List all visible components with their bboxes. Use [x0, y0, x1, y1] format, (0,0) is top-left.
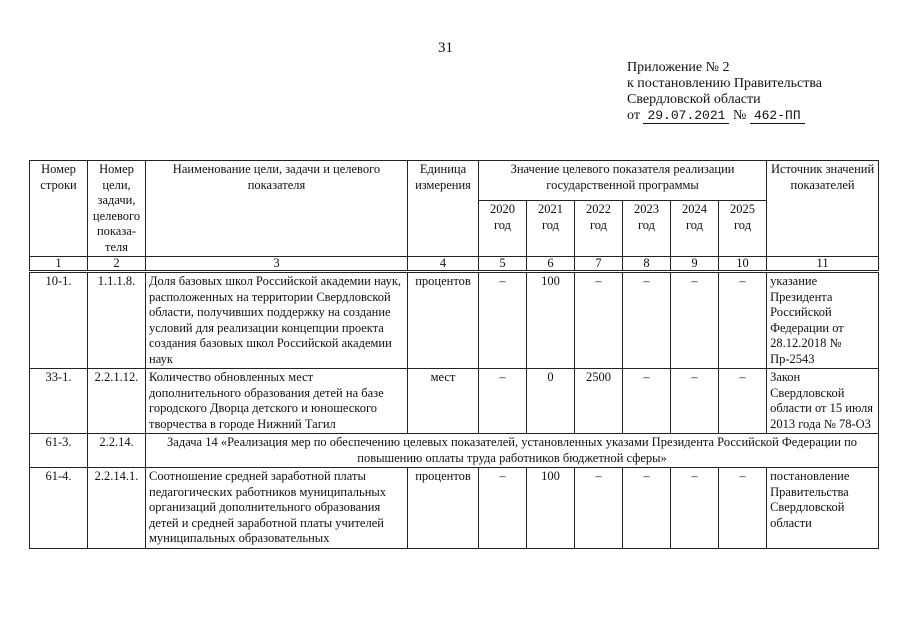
value-2024: –: [671, 468, 719, 549]
value-2024: –: [671, 272, 719, 369]
appendix-date-line: [627, 108, 822, 124]
value-2021: 100: [527, 272, 575, 369]
column-number: 10: [719, 257, 767, 272]
source: указание Президента Российской Федерации от 28.12.2018 № Пр-2543: [767, 272, 879, 369]
value-2021: 100: [527, 468, 575, 549]
value-2020: –: [479, 369, 527, 434]
value-2022: –: [575, 272, 623, 369]
goal-number: 2.2.1.12.: [88, 369, 146, 434]
value-2025: –: [719, 272, 767, 369]
indicators-table: [29, 160, 879, 549]
indicator-name: Соотношение средней заработной платы педагогических работников муниципальных организаций дополнительного образования детей и средней заработной платы учителей муниципальных образовательных: [146, 468, 408, 549]
header-year: 2025 год: [719, 201, 767, 257]
header-row-number: Номер строки: [30, 161, 88, 257]
header-name: Наименование цели, задачи и целевого показателя: [146, 161, 408, 257]
number-prefix: №: [732, 108, 747, 123]
row-number: 61-3.: [30, 434, 88, 468]
appendix-title: Приложение № 2: [627, 60, 730, 75]
appendix-region: Свердловской области: [627, 92, 761, 107]
unit: мест: [408, 369, 479, 434]
unit: процентов: [408, 468, 479, 549]
column-number: 2: [88, 257, 146, 272]
value-2020: –: [479, 468, 527, 549]
decree-number: 462-ПП: [750, 108, 805, 124]
header-goal-number: Номер цели, задачи, целевого показа-теля: [88, 161, 146, 257]
value-2024: –: [671, 369, 719, 434]
goal-number: 2.2.14.: [88, 434, 146, 468]
value-2023: –: [623, 272, 671, 369]
column-number: 8: [623, 257, 671, 272]
goal-number: 2.2.14.1.: [88, 468, 146, 549]
value-2023: –: [623, 369, 671, 434]
header-year: 2024 год: [671, 201, 719, 257]
task-text: Задача 14 «Реализация мер по обеспечению целевых показателей, установленных указами Президента Российской Федерации по повышению оплаты труда работников бюджетной сферы»: [146, 434, 879, 468]
header-year: 2022 год: [575, 201, 623, 257]
header-year: 2023 год: [623, 201, 671, 257]
column-numbers-row: [30, 257, 879, 272]
header-year: 2020 год: [479, 201, 527, 257]
column-number: 6: [527, 257, 575, 272]
column-number: 9: [671, 257, 719, 272]
column-number: 7: [575, 257, 623, 272]
unit: процентов: [408, 272, 479, 369]
appendix-reference: к постановлению Правительства: [627, 76, 823, 91]
value-2022: 2500: [575, 369, 623, 434]
page-number: 31: [438, 40, 453, 56]
value-2021: 0: [527, 369, 575, 434]
table-row: [30, 272, 879, 369]
value-2023: –: [623, 468, 671, 549]
value-2025: –: [719, 468, 767, 549]
table-row: [30, 369, 879, 434]
indicator-name: Доля базовых школ Российской академии наук, расположенных на территории Свердловской области, получивших поддержку на создание условий для реализации концепции проекта создания базовых школ Российской академии наук: [146, 272, 408, 369]
date-prefix: от: [627, 108, 640, 123]
header-unit: Единица измерения: [408, 161, 479, 257]
source: постановление Правительства Свердловской области: [767, 468, 879, 549]
column-number: 3: [146, 257, 408, 272]
value-2020: –: [479, 272, 527, 369]
indicator-name: Количество обновленных мест дополнительного образования детей на базе городского Дворца детского и юношеского творчества в городе Нижний Тагил: [146, 369, 408, 434]
row-number: 10-1.: [30, 272, 88, 369]
value-2025: –: [719, 369, 767, 434]
header-values-group: Значение целевого показателя реализации государственной программы: [479, 161, 767, 201]
column-number: 5: [479, 257, 527, 272]
column-number: 4: [408, 257, 479, 272]
column-number: 1: [30, 257, 88, 272]
task-row: [30, 434, 879, 468]
appendix-header: [627, 60, 822, 124]
header-row: [30, 161, 879, 201]
table-row: [30, 468, 879, 549]
value-2022: –: [575, 468, 623, 549]
goal-number: 1.1.1.8.: [88, 272, 146, 369]
row-number: 61-4.: [30, 468, 88, 549]
row-number: 33-1.: [30, 369, 88, 434]
header-year: 2021 год: [527, 201, 575, 257]
decree-date: 29.07.2021: [643, 108, 729, 124]
source: Закон Свердловской области от 15 июля 2013 года № 78-ОЗ: [767, 369, 879, 434]
header-source: Источник значений показателей: [767, 161, 879, 257]
column-number: 11: [767, 257, 879, 272]
